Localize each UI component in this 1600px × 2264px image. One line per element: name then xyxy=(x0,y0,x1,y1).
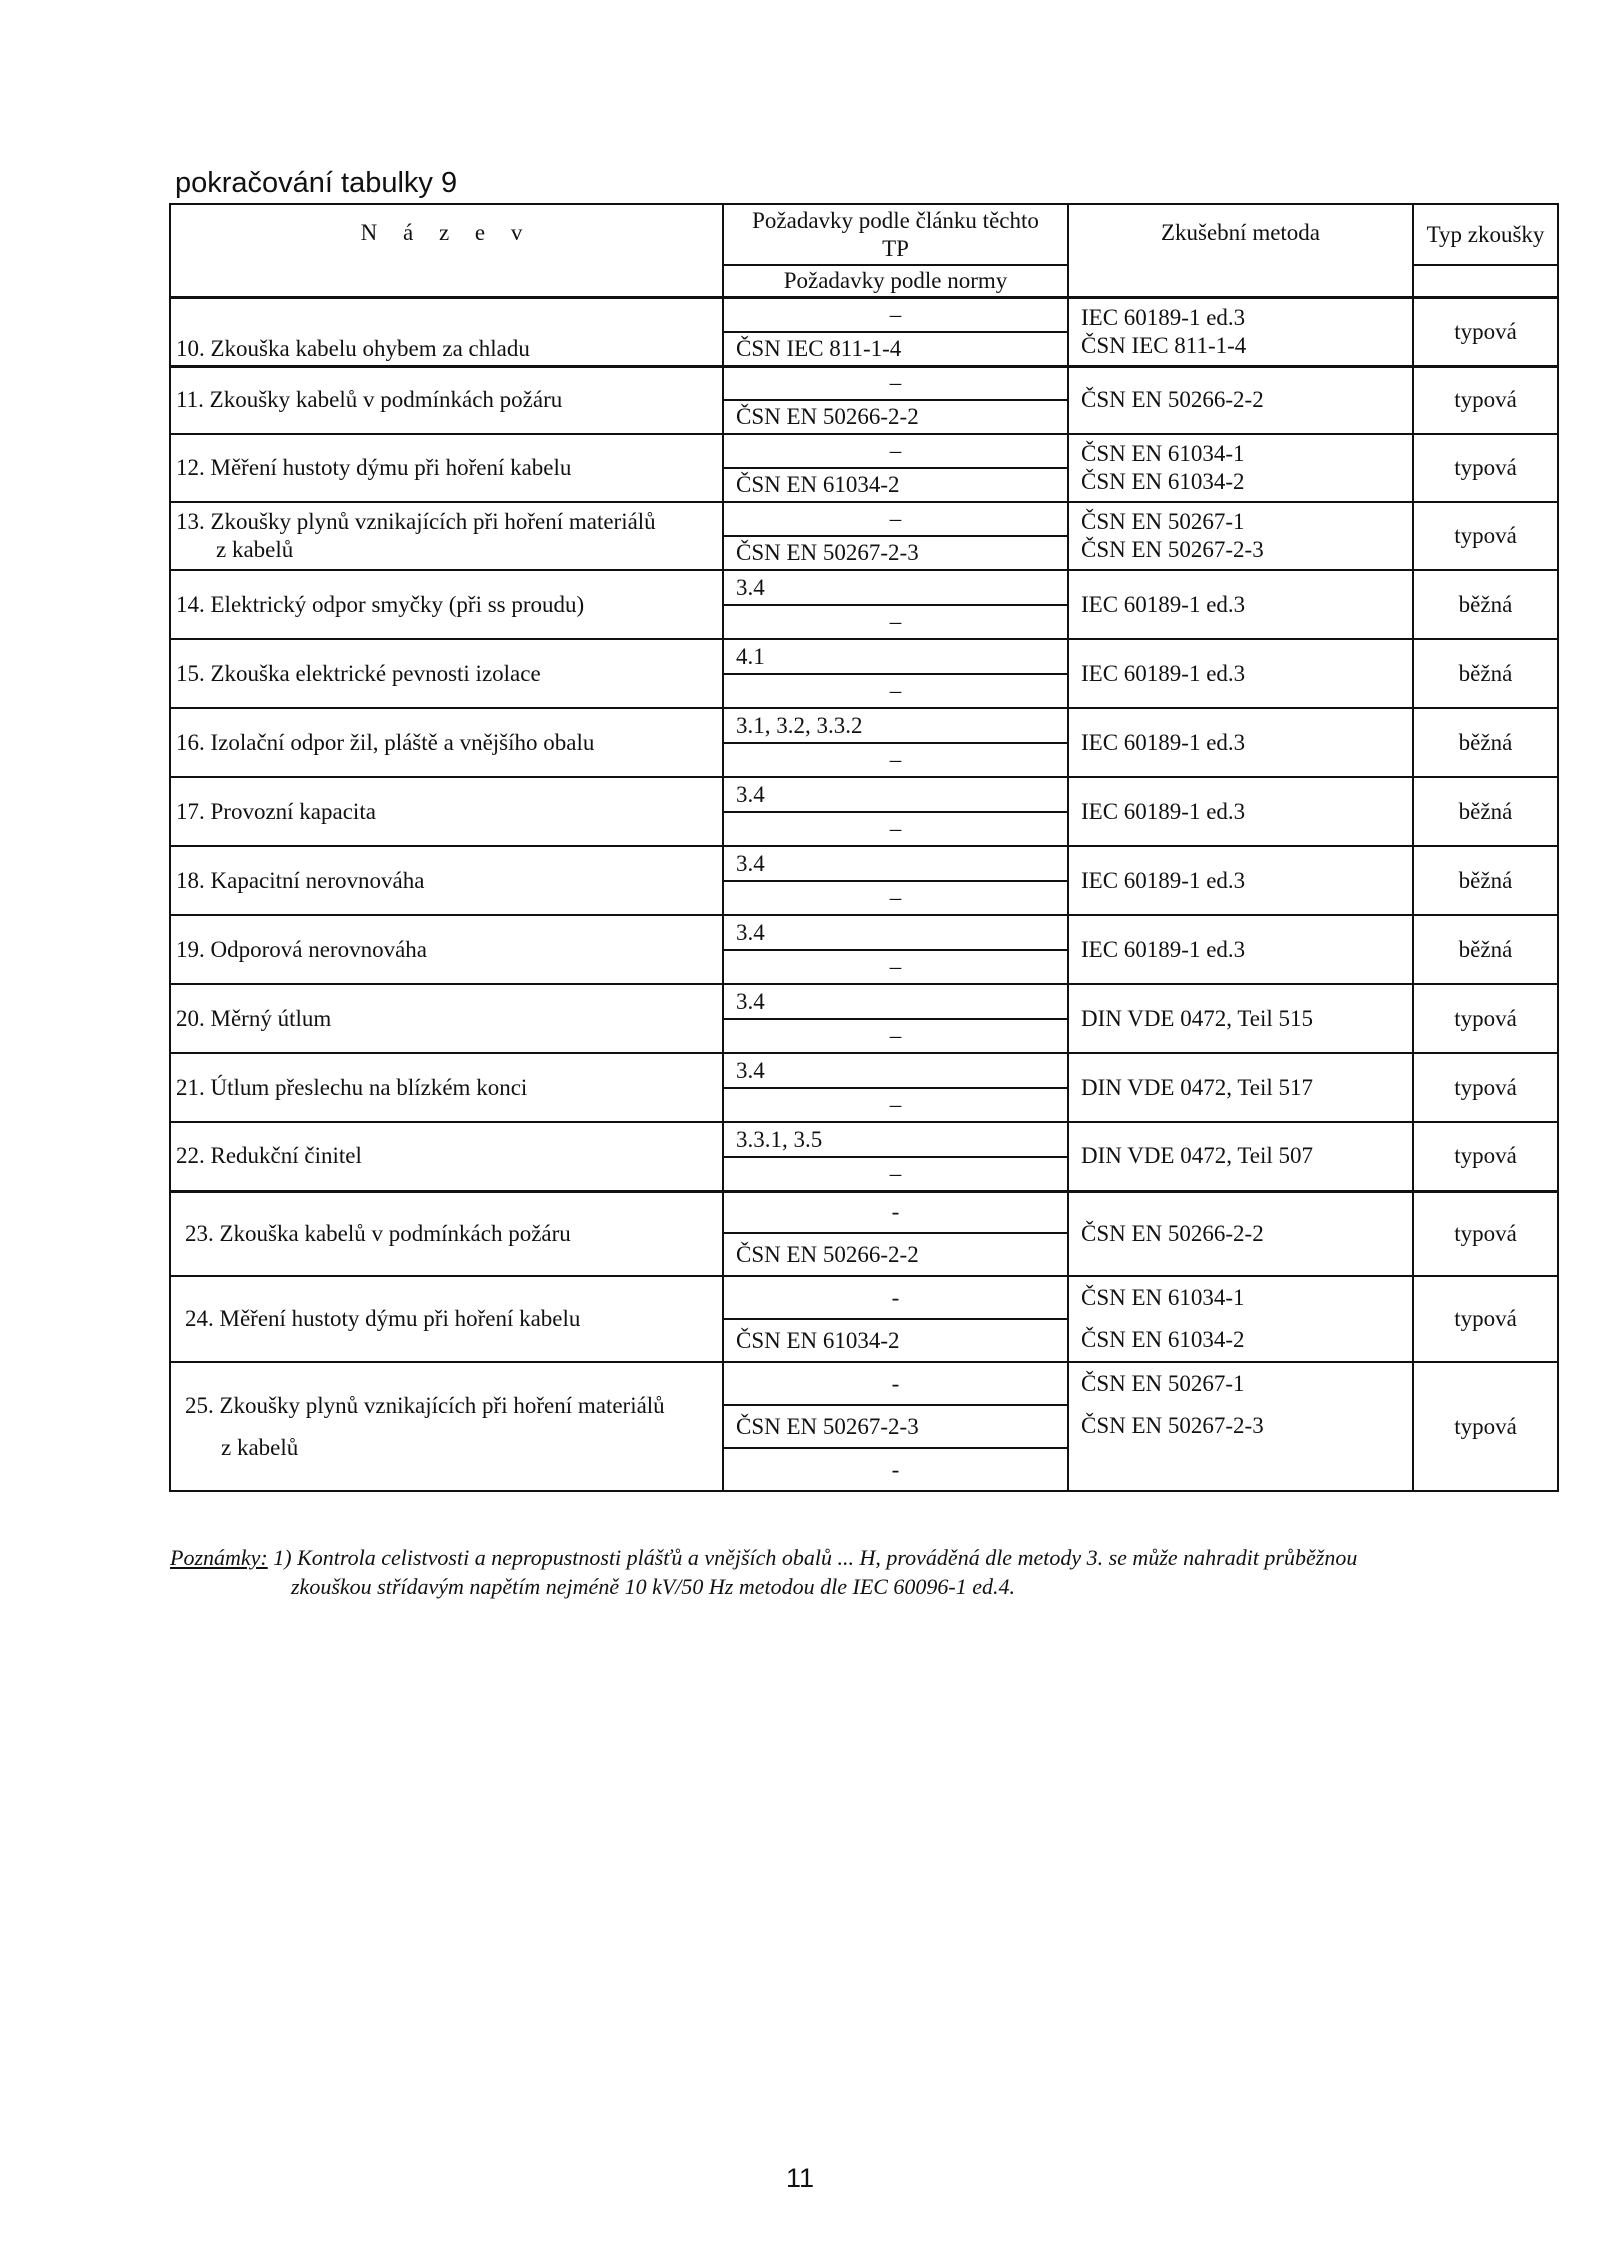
row-25-req-article: - xyxy=(723,1362,1068,1405)
row-18-req-norm: – xyxy=(723,881,1068,915)
row-21-name: 21. Útlum přeslechu na blízkém konci xyxy=(170,1053,723,1122)
row-23-type: typová xyxy=(1413,1191,1558,1276)
row-10-type: typová xyxy=(1413,297,1558,366)
row-23-name: 23. Zkouška kabelů v podmínkách požáru xyxy=(170,1191,723,1276)
notes xyxy=(170,1543,1560,1601)
row-10-name: 10. Zkouška kabelu ohybem za chladu xyxy=(170,297,723,366)
row-12-name: 12. Měření hustoty dýmu při hoření kabelu xyxy=(170,434,723,502)
row-21-req-norm: – xyxy=(723,1088,1068,1122)
row-13-req-article: – xyxy=(723,502,1068,536)
header-method: Zkušební metoda xyxy=(1068,204,1413,297)
row-15-req-article: 4.1 xyxy=(723,639,1068,674)
row-14-req-norm: – xyxy=(723,605,1068,639)
row-13-req-norm: ČSN EN 50267-2-3 xyxy=(723,536,1068,570)
row-24-req-norm: ČSN EN 61034-2 xyxy=(723,1319,1068,1362)
row-25-req-norm: ČSN EN 50267-2-3 xyxy=(723,1405,1068,1448)
table-caption: pokračování tabulky 9 xyxy=(175,167,458,199)
row-15-method: IEC 60189-1 ed.3 xyxy=(1068,639,1413,708)
row-23-req-article: - xyxy=(723,1191,1068,1233)
test-table xyxy=(169,203,1559,1492)
row-16-type: běžná xyxy=(1413,708,1558,777)
row-11-name: 11. Zkoušky kabelů v podmínkách požáru xyxy=(170,366,723,434)
row-14-method: IEC 60189-1 ed.3 xyxy=(1068,570,1413,639)
row-13-method: ČSN EN 50267-1 ČSN EN 50267-2-3 xyxy=(1068,502,1413,570)
header-req-norm: Požadavky podle normy xyxy=(723,265,1068,297)
row-18-type: běžná xyxy=(1413,846,1558,915)
row-13-name: 13. Zkoušky plynů vznikajících při hoření materiálů z kabelů xyxy=(170,502,723,570)
row-11-req-norm: ČSN EN 50266-2-2 xyxy=(723,400,1068,434)
row-21-type: typová xyxy=(1413,1053,1558,1122)
row-20-type: typová xyxy=(1413,984,1558,1053)
row-23-method: ČSN EN 50266-2-2 xyxy=(1068,1191,1413,1276)
row-18-req-article: 3.4 xyxy=(723,846,1068,881)
notes-line-1: 1) Kontrola celistvosti a nepropustnosti plášťů a vnějších obalů ... H, prováděná dle metody 3. se může nahradit průběžnou xyxy=(267,1545,1358,1570)
row-12-req-norm: ČSN EN 61034-2 xyxy=(723,468,1068,502)
row-11-req-article: – xyxy=(723,366,1068,400)
header-type-empty xyxy=(1413,265,1558,297)
row-17-method: IEC 60189-1 ed.3 xyxy=(1068,777,1413,846)
row-25-req-extra: - xyxy=(723,1448,1068,1491)
row-16-req-article: 3.1, 3.2, 3.3.2 xyxy=(723,708,1068,743)
row-22-name: 22. Redukční činitel xyxy=(170,1122,723,1191)
row-19-method: IEC 60189-1 ed.3 xyxy=(1068,915,1413,984)
row-22-method: DIN VDE 0472, Teil 507 xyxy=(1068,1122,1413,1191)
row-20-req-article: 3.4 xyxy=(723,984,1068,1019)
row-19-name: 19. Odporová nerovnováha xyxy=(170,915,723,984)
row-24-req-article: - xyxy=(723,1276,1068,1319)
row-12-req-article: – xyxy=(723,434,1068,468)
row-20-name: 20. Měrný útlum xyxy=(170,984,723,1053)
row-12-method: ČSN EN 61034-1 ČSN EN 61034-2 xyxy=(1068,434,1413,502)
row-24-name: 24. Měření hustoty dýmu při hoření kabelu xyxy=(170,1276,723,1362)
row-19-type: běžná xyxy=(1413,915,1558,984)
row-15-req-norm: – xyxy=(723,674,1068,708)
row-14-name: 14. Elektrický odpor smyčky (při ss proudu) xyxy=(170,570,723,639)
row-25-method: ČSN EN 50267-1 ČSN EN 50267-2-3 xyxy=(1068,1362,1413,1491)
notes-line-2: zkouškou střídavým napětím nejméně 10 kV/50 Hz metodou dle IEC 60096-1 ed.4. xyxy=(291,1574,1016,1599)
row-24-type: typová xyxy=(1413,1276,1558,1362)
row-15-name: 15. Zkouška elektrické pevnosti izolace xyxy=(170,639,723,708)
row-10-req-article: – xyxy=(723,297,1068,332)
row-25-name: 25. Zkoušky plynů vznikajících při hoření materiálů z kabelů xyxy=(170,1362,723,1491)
row-24-method: ČSN EN 61034-1 ČSN EN 61034-2 xyxy=(1068,1276,1413,1362)
row-18-name: 18. Kapacitní nerovnováha xyxy=(170,846,723,915)
row-10-req-norm: ČSN IEC 811-1-4 xyxy=(723,332,1068,366)
header-type: Typ zkoušky xyxy=(1413,204,1558,265)
row-17-name: 17. Provozní kapacita xyxy=(170,777,723,846)
row-18-method: IEC 60189-1 ed.3 xyxy=(1068,846,1413,915)
row-16-method: IEC 60189-1 ed.3 xyxy=(1068,708,1413,777)
row-10-method: IEC 60189-1 ed.3 ČSN IEC 811-1-4 xyxy=(1068,297,1413,366)
row-11-method: ČSN EN 50266-2-2 xyxy=(1068,366,1413,434)
header-name: N á z e v xyxy=(170,204,723,297)
row-25-type: typová xyxy=(1413,1362,1558,1491)
row-15-type: běžná xyxy=(1413,639,1558,708)
row-22-type: typová xyxy=(1413,1122,1558,1191)
row-19-req-article: 3.4 xyxy=(723,915,1068,950)
row-17-type: běžná xyxy=(1413,777,1558,846)
header-req-article: Požadavky podle článku těchto TP xyxy=(723,204,1068,265)
row-23-req-norm: ČSN EN 50266-2-2 xyxy=(723,1233,1068,1276)
row-13-type: typová xyxy=(1413,502,1558,570)
page-number: 11 xyxy=(785,2163,815,2193)
row-22-req-norm: – xyxy=(723,1157,1068,1191)
row-20-method: DIN VDE 0472, Teil 515 xyxy=(1068,984,1413,1053)
row-17-req-norm: – xyxy=(723,812,1068,846)
row-12-type: typová xyxy=(1413,434,1558,502)
notes-label: Poznámky: xyxy=(170,1545,268,1570)
row-16-req-norm: – xyxy=(723,743,1068,777)
row-14-type: běžná xyxy=(1413,570,1558,639)
row-16-name: 16. Izolační odpor žil, pláště a vnějšího obalu xyxy=(170,708,723,777)
row-21-req-article: 3.4 xyxy=(723,1053,1068,1088)
row-19-req-norm: – xyxy=(723,950,1068,984)
row-22-req-article: 3.3.1, 3.5 xyxy=(723,1122,1068,1157)
row-20-req-norm: – xyxy=(723,1019,1068,1053)
row-17-req-article: 3.4 xyxy=(723,777,1068,812)
row-11-type: typová xyxy=(1413,366,1558,434)
row-21-method: DIN VDE 0472, Teil 517 xyxy=(1068,1053,1413,1122)
row-14-req-article: 3.4 xyxy=(723,570,1068,605)
